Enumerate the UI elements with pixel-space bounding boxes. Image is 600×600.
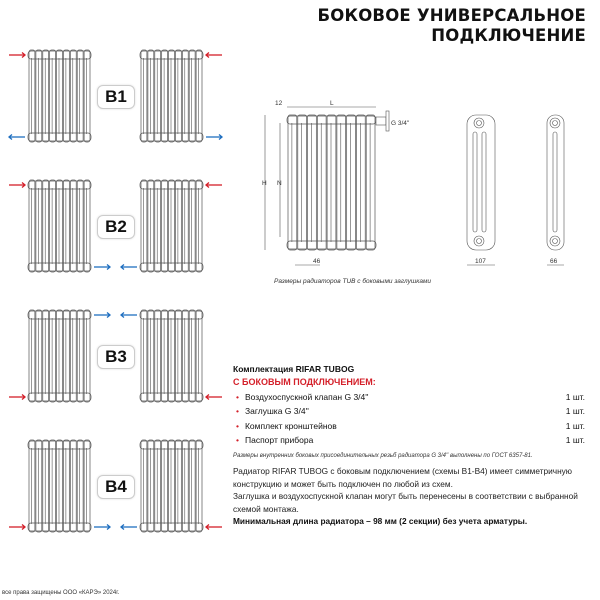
radiator [28, 440, 91, 532]
radiator [140, 50, 203, 142]
kit-item-qty: 1 шт. [565, 435, 585, 445]
description-paragraph: Заглушка и воздухоспускной клапан могут быть перенесены в соответствии с выбранной схемой монтажа. [233, 491, 578, 514]
kit-list [233, 392, 585, 446]
radiator [28, 180, 91, 272]
flow-arrow-icon [9, 395, 25, 400]
kit-item [233, 392, 585, 402]
height-label: H [262, 180, 267, 187]
flow-arrow-icon [94, 265, 110, 270]
radiator [28, 310, 91, 402]
kit-item-qty: 1 шт. [565, 391, 585, 402]
front-view [287, 111, 389, 250]
flow-arrow-icon [121, 313, 137, 318]
flow-arrow-icon [9, 525, 25, 530]
flow-arrow-icon [206, 525, 222, 530]
scheme-badge: B4 [97, 475, 135, 499]
radiator [140, 440, 203, 532]
scheme-badge: B2 [97, 215, 135, 239]
scheme-b3 [0, 302, 230, 412]
kit-title: Комплектация RIFAR TUBOG [233, 364, 355, 374]
page-title: БОКОВОЕ УНИВЕРСАЛЬНОЕ ПОДКЛЮЧЕНИЕ [317, 6, 586, 45]
kit-item-name: Паспорт прибора [244, 435, 314, 445]
flow-arrow-icon [121, 265, 137, 270]
section-label: 46 [313, 258, 321, 265]
flow-arrow-icon [121, 525, 137, 530]
side-view-2-column [547, 115, 564, 265]
kit-item [233, 421, 585, 431]
kit-item-qty: 1 шт. [565, 406, 585, 416]
scheme-badge: B1 [97, 85, 135, 109]
kit-note: Размеры внутренних боковых присоединительных резьб радиатора G 3/4'' выполнены по ГОСТ 6357-81. [233, 453, 533, 459]
side-view-3-column [467, 115, 495, 265]
kit-item-name: Комплект кронштейнов [244, 420, 337, 431]
flow-arrow-icon [94, 313, 110, 318]
flow-arrow-icon [94, 525, 110, 530]
bullet-icon: • [236, 391, 239, 402]
kit-section [233, 364, 585, 459]
thread-label: G 3/4'' [391, 120, 410, 127]
offset-label: 12 [275, 100, 283, 107]
radiator [140, 310, 203, 402]
bullet-icon: • [236, 435, 239, 445]
axis-label: N [277, 180, 282, 187]
flow-arrow-icon [9, 183, 25, 188]
depth3-label: 107 [475, 258, 486, 265]
bullet-icon: • [236, 406, 239, 416]
kit-item [233, 406, 585, 416]
flow-arrow-icon [206, 183, 222, 188]
description [233, 465, 585, 528]
radiator [140, 180, 203, 272]
radiator [287, 115, 376, 250]
description-paragraph: Радиатор RIFAR TUBOG с боковым подключением (схемы B1-B4) имеет симметричную конструкцию и может быть подключен по любой из схем. [233, 466, 573, 489]
scheme-b1 [0, 42, 230, 152]
flow-arrow-icon [206, 53, 222, 58]
radiator [28, 50, 91, 142]
dimension-drawing [250, 95, 600, 280]
kit-item-name: Воздухоспускной клапан G 3/4'' [244, 391, 369, 402]
scheme-badge: B3 [97, 345, 135, 369]
flow-arrow-icon [206, 135, 222, 140]
kit-item [233, 435, 585, 445]
scheme-b2 [0, 172, 230, 282]
kit-item-name: Заглушка G 3/4'' [244, 406, 309, 416]
dimensions-caption: Размеры радиаторов TUB с боковыми заглушками [274, 278, 432, 285]
scheme-b4 [0, 432, 230, 542]
length-label: L [330, 100, 334, 107]
copyright-footer: все права защищены ООО «КАРЭ» 2024г. [2, 590, 120, 596]
depth2-label: 66 [550, 258, 558, 265]
description-min-length: Минимальная длина радиатора – 98 мм (2 секции) без учета арматуры. [233, 516, 528, 526]
kit-subtitle: С БОКОВЫМ ПОДКЛЮЧЕНИЕМ: [233, 377, 376, 387]
kit-item-qty: 1 шт. [565, 420, 585, 431]
flow-arrow-icon [9, 135, 25, 140]
bullet-icon: • [236, 420, 239, 431]
flow-arrow-icon [9, 53, 25, 58]
flow-arrow-icon [206, 395, 222, 400]
